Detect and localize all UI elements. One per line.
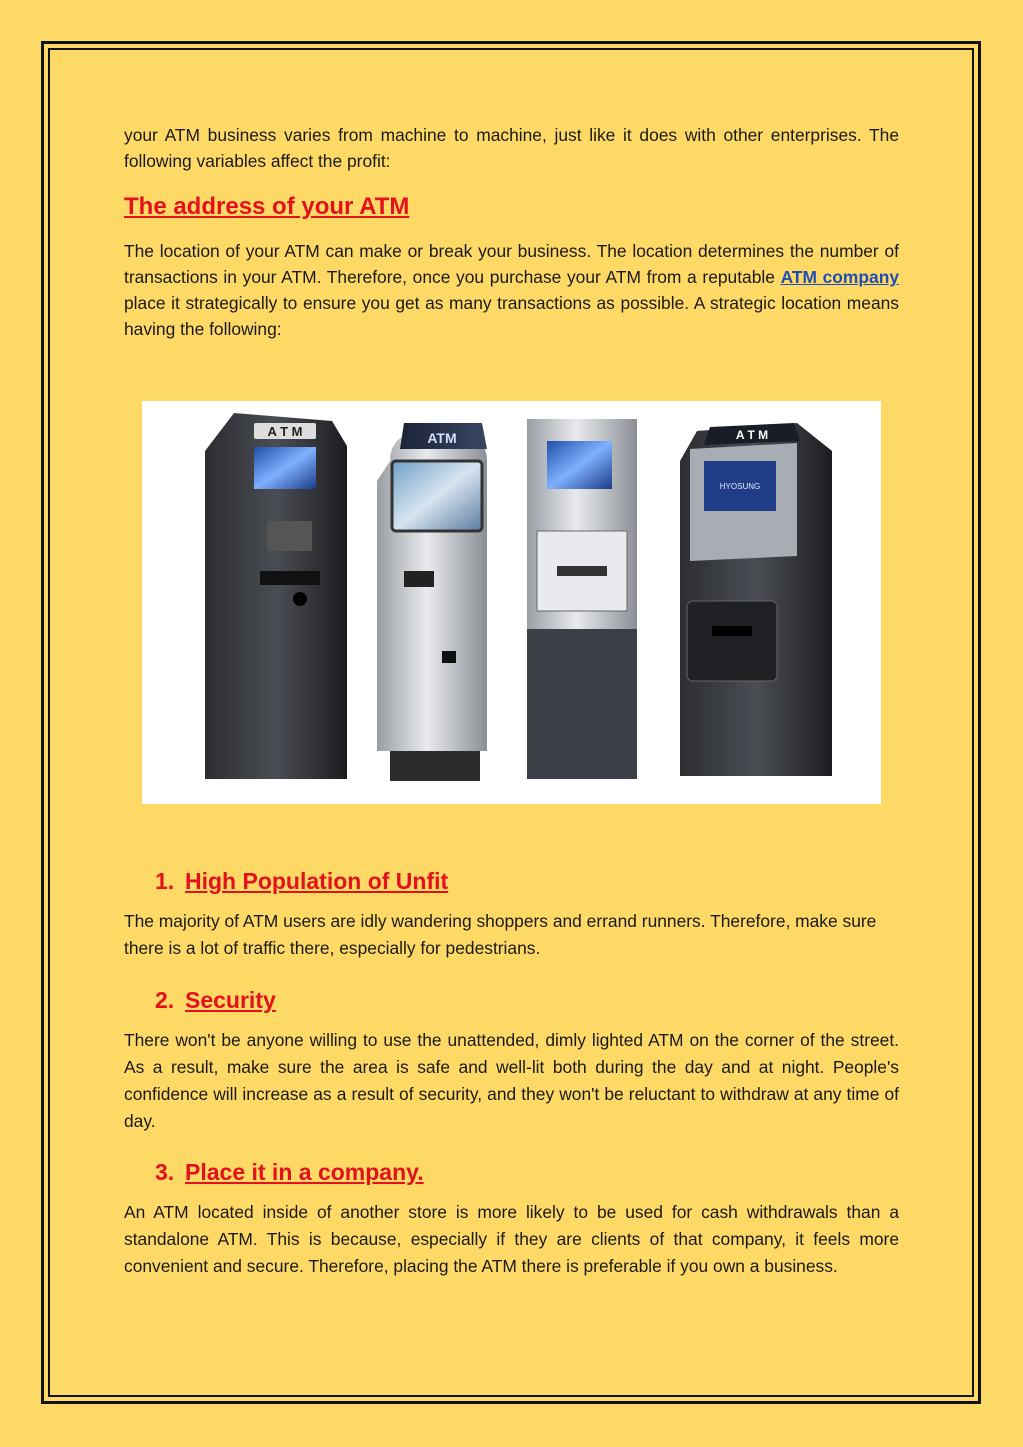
section-heading-address: The address of your ATM <box>124 193 410 220</box>
address-paragraph <box>124 238 899 342</box>
list-item-3-title: Place it in a company. <box>185 1159 424 1185</box>
list-item-3 <box>124 1157 899 1280</box>
atm-4-sign: A T M <box>735 428 769 442</box>
list-item-2-heading <box>124 985 899 1015</box>
atm-1-sign: A T M <box>267 424 303 439</box>
address-text-before: The location of your ATM can make or break your business. The location determines the number of transactions in your ATM. Therefore, once you purchase your ATM from a reputable <box>124 241 899 287</box>
intro-content <box>124 122 899 342</box>
atm-2-sign: ATM <box>427 430 457 446</box>
list-item-2 <box>124 985 899 1135</box>
atm-4-brand: HYOSUNG <box>719 482 761 491</box>
list-item-1-title: High Population of Unfit <box>185 868 449 894</box>
intro-paragraph: your ATM business varies from machine to machine, just like it does with other enterprises. The following variables affect the profit: <box>124 125 899 171</box>
list-item-2-number: 2. <box>155 987 175 1013</box>
list-item-1-text: The majority of ATM users are idly wandering shoppers and errand runners. Therefore, make sure there is a lot of traffic there, especially for pedestrians. <box>124 911 877 958</box>
list-item-3-number: 3. <box>155 1159 175 1185</box>
list-item-1-heading <box>124 866 899 896</box>
atm-machine-4 <box>680 423 832 776</box>
atm-machine-2 <box>377 423 487 781</box>
list-item-1 <box>124 866 899 962</box>
list-item-3-heading <box>124 1157 899 1187</box>
atm-company-link[interactable]: ATM company <box>780 267 899 287</box>
atm-machines-photo <box>142 401 881 804</box>
list-item-2-text: There won't be anyone willing to use the unattended, dimly lighted ATM on the corner of the street. As a result, make sure the area is safe and well-lit both during the day and at night. People's confidence will increase as a result of security, and they won't be reluctant to withdraw at any time of day. <box>124 1030 899 1131</box>
list-item-1-number: 1. <box>155 868 175 894</box>
atm-machine-1 <box>205 413 347 779</box>
list-item-2-title: Security <box>185 987 276 1013</box>
address-text-after: place it strategically to ensure you get as many transactions as possible. A strategic location means having the following: <box>124 293 899 339</box>
atm-machine-3 <box>527 419 637 779</box>
list-item-3-text: An ATM located inside of another store is more likely to be used for cash withdrawals than a standalone ATM. This is because, especially if they are clients of that company, it feels more convenient and secure. Therefore, placing the ATM there is preferable if you own a business. <box>124 1202 899 1276</box>
